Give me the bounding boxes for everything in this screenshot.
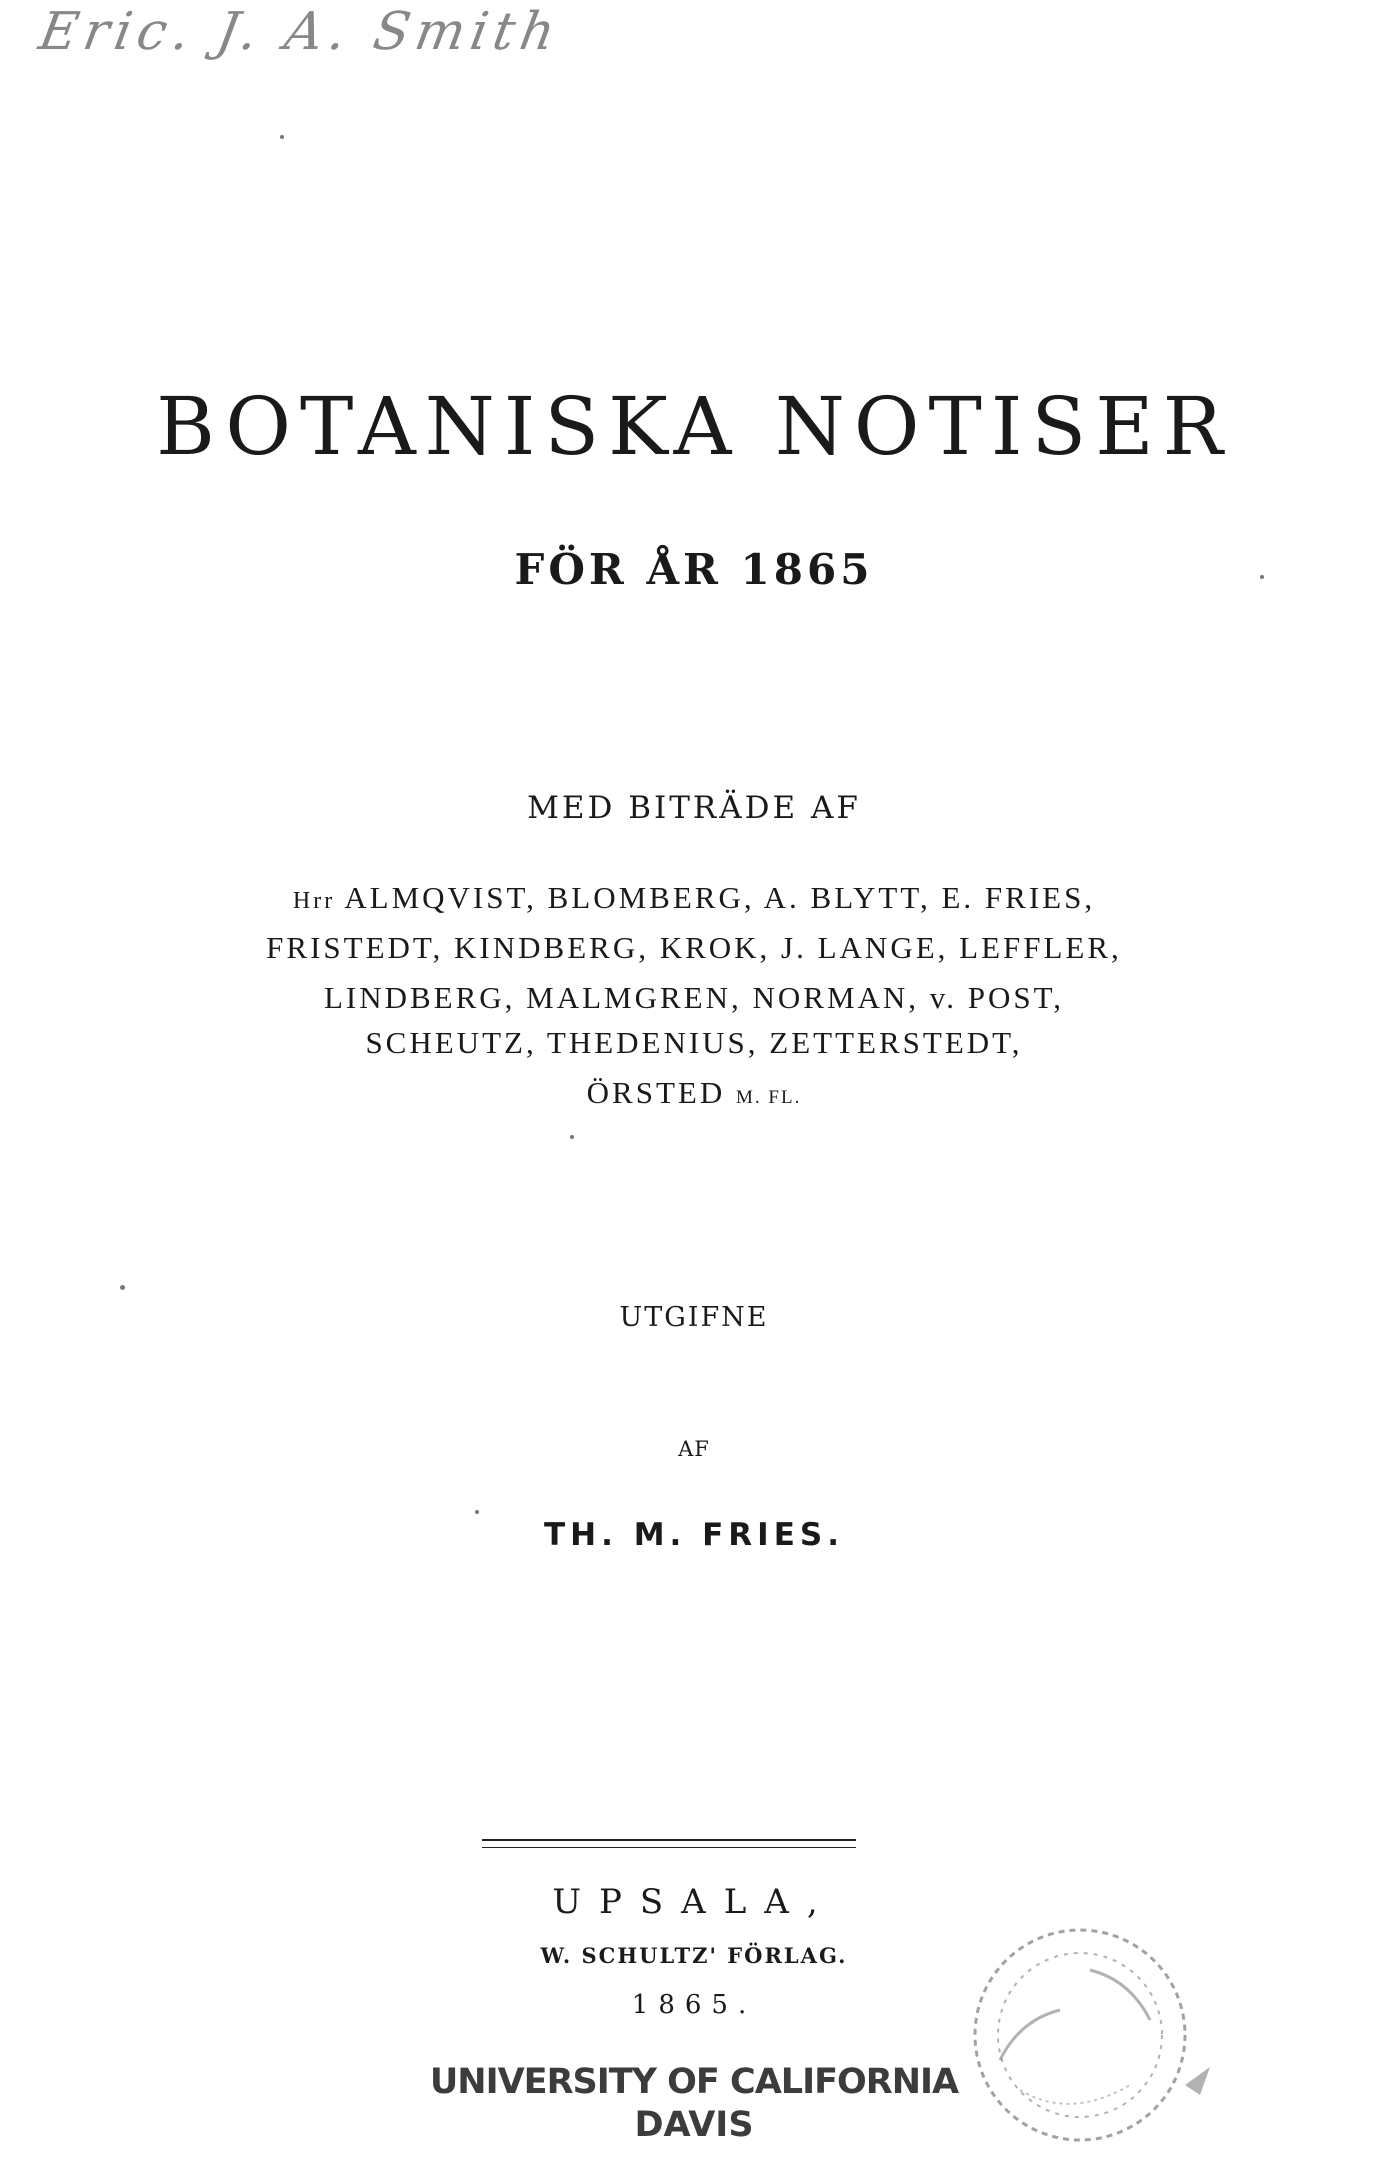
contributors-line-3: LINDBERG, MALMGREN, NORMAN, v. POST, xyxy=(323,980,1065,1015)
contributors-line-1-text: ALMQVIST, BLOMBERG, A. BLYTT, E. FRIES, xyxy=(344,880,1096,915)
print-speck xyxy=(120,1285,125,1290)
library-seal-icon xyxy=(960,1910,1210,2160)
contributors-line-1 xyxy=(0,880,1388,916)
editor-name: TH. M. FRIES. xyxy=(544,1517,844,1553)
by-label: AF xyxy=(678,1437,710,1461)
handwritten-signature: Eric. J. A. Smith xyxy=(34,2,566,62)
contributors-suffix: M. FL. xyxy=(736,1087,802,1108)
print-speck xyxy=(475,1510,479,1514)
contributors-line-2: FRISTEDT, KINDBERG, KROK, J. LANGE, LEFFLER, xyxy=(266,930,1122,965)
publication-year: 1865. xyxy=(631,1990,757,2020)
honorific: Hrr xyxy=(292,888,336,914)
publication-city: UPSALA, xyxy=(552,1882,836,1922)
assist-label: MED BITRÄDE AF xyxy=(527,790,861,826)
contributor-orsted: ÖRSTED xyxy=(586,1075,726,1110)
publisher-name: W. SCHULTZ' FÖRLAG. xyxy=(540,1943,848,1968)
book-title: BOTANISKA NOTISER xyxy=(156,380,1232,473)
book-subtitle: FÖR ÅR 1865 xyxy=(514,545,874,594)
contributors-line-4: SCHEUTZ, THEDENIUS, ZETTERSTEDT, xyxy=(365,1025,1023,1060)
library-stamp-name: UNIVERSITY OF CALIFORNIA xyxy=(429,2062,959,2102)
library-stamp-campus: DAVIS xyxy=(634,2105,754,2145)
divider-rule-thin xyxy=(482,1847,856,1848)
print-speck xyxy=(280,135,284,139)
divider-rule xyxy=(482,1839,856,1841)
published-label: UTGIFNE xyxy=(619,1302,769,1333)
print-speck xyxy=(1260,575,1264,579)
print-speck xyxy=(570,1135,574,1139)
contributors-line-5 xyxy=(0,1075,1388,1111)
